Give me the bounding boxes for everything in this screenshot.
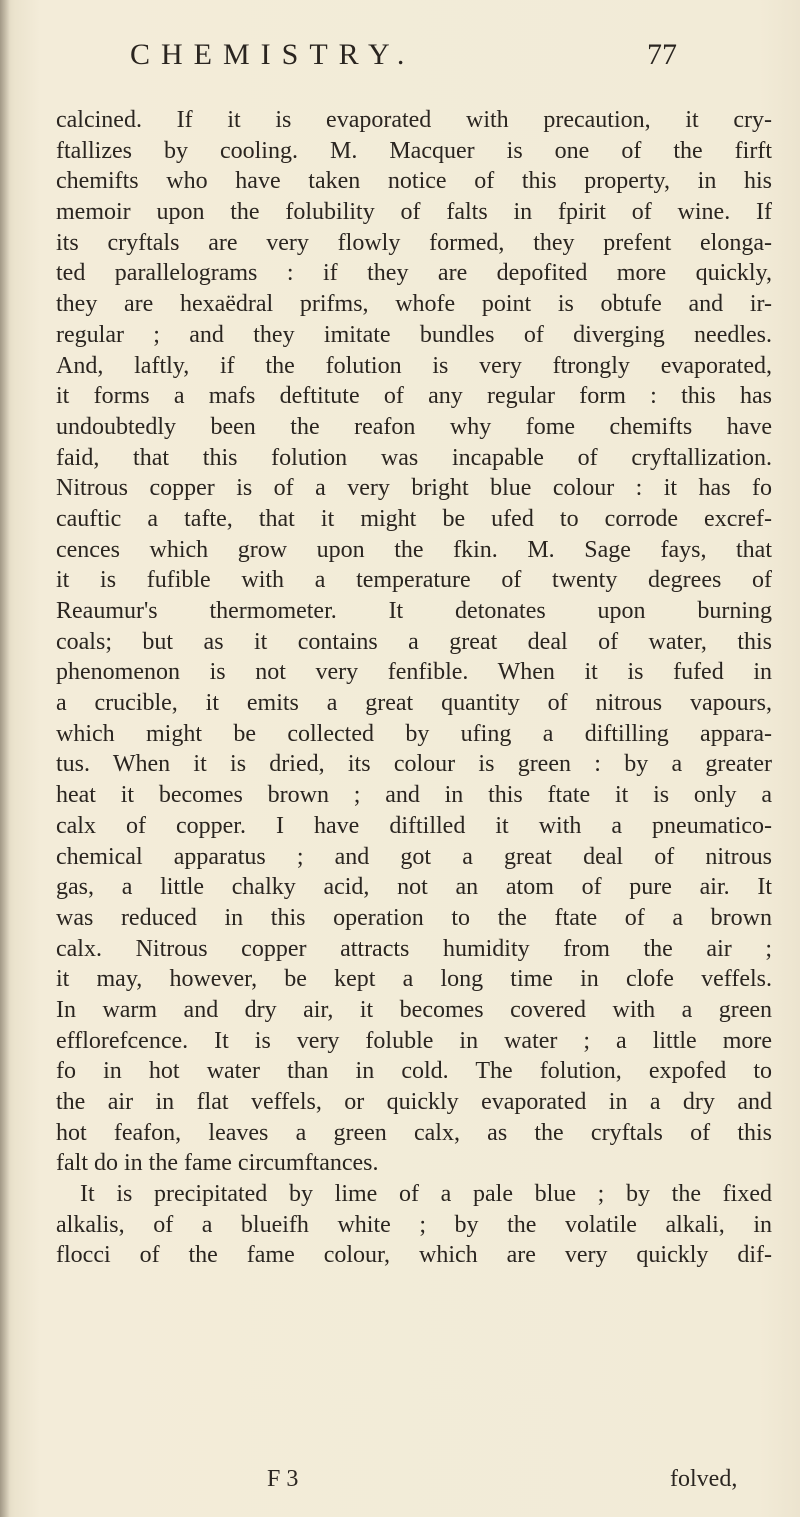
text-line: the air in flat veffels, or quickly evaporated in a dry and xyxy=(56,1089,772,1115)
text-line: was reduced in this operation to the ftate of a brown xyxy=(56,904,772,931)
text-line: Reaumur's thermometer. It detonates upon burning xyxy=(56,598,772,624)
text-line: tus. When it is dried, its colour is green : by a greater xyxy=(56,751,772,778)
text-line: chemifts who have taken notice of this property, in his xyxy=(56,168,772,195)
text-line: hot feafon, leaves a green calx, as the cryftals of this xyxy=(56,1119,772,1146)
text-line: calx. Nitrous copper attracts humidity from the air ; xyxy=(56,935,772,962)
text-line: phenomenon is not very fenfible. When it is fufed in xyxy=(56,659,772,686)
text-line: calx of copper. I have diftilled it with a pneumatico- xyxy=(56,812,772,839)
text-line: cauftic a tafte, that it might be ufed to corrode excref- xyxy=(56,505,772,532)
body-text xyxy=(56,105,772,1271)
paragraph-end-line: falt do in the fame circumftances. xyxy=(56,1150,379,1177)
text-line: they are hexaëdral prifms, whofe point is obtufe and ir- xyxy=(56,291,772,318)
text-line: memoir upon the folubility of falts in fpirit of wine. If xyxy=(56,199,772,226)
text-line: calcined. If it is evaporated with precaution, it cry- xyxy=(56,107,772,133)
text-line: In warm and dry air, it becomes covered with a green xyxy=(56,996,772,1023)
text-line: it forms a mafs deftitute of any regular form : this has xyxy=(56,383,772,410)
text-line: coals; but as it contains a great deal of water, this xyxy=(56,628,772,655)
text-line: undoubtedly been the reafon why fome chemifts have xyxy=(56,413,772,440)
text-line: faid, that this folution was incapable of cryftallization. xyxy=(56,444,772,471)
text-line: a crucible, it emits a great quantity of nitrous vapours, xyxy=(56,690,772,717)
signature-mark: F 3 xyxy=(267,1466,299,1492)
text-line: And, laftly, if the folution is very ftrongly evaporated, xyxy=(56,352,772,379)
text-line: ted parallelograms : if they are depofited more quickly, xyxy=(56,260,772,287)
paragraph-start-line: It is precipitated by lime of a pale blue ; by the fixed xyxy=(80,1181,772,1208)
page-number: 77 xyxy=(647,38,677,71)
text-line: heat it becomes brown ; and in this ftate it is only a xyxy=(56,782,772,809)
text-line: efflorefcence. It is very foluble in water ; a little more xyxy=(56,1027,772,1054)
catchword: folved, xyxy=(670,1466,738,1492)
running-title: CHEMISTRY. xyxy=(130,38,416,71)
text-line: fo in hot water than in cold. The folution, expofed to xyxy=(56,1058,772,1085)
text-line: which might be collected by ufing a diftilling appara- xyxy=(56,720,772,747)
text-line: regular ; and they imitate bundles of diverging needles. xyxy=(56,321,772,348)
running-head xyxy=(0,38,800,78)
page-footer xyxy=(0,1466,800,1498)
text-line: chemical apparatus ; and got a great deal of nitrous xyxy=(56,843,772,870)
text-line: it is fufible with a temperature of twenty degrees of xyxy=(56,567,772,594)
binding-gutter-shadow xyxy=(0,0,10,1517)
text-line: cences which grow upon the fkin. M. Sage fays, that xyxy=(56,536,772,563)
text-line: ftallizes by cooling. M. Macquer is one of the firft xyxy=(56,137,772,164)
text-line: Nitrous copper is of a very bright blue colour : it has fo xyxy=(56,475,772,502)
text-line: it may, however, be kept a long time in clofe veffels. xyxy=(56,966,772,993)
text-line: its cryftals are very flowly formed, they prefent elonga- xyxy=(56,229,772,256)
text-line: flocci of the fame colour, which are very quickly dif- xyxy=(56,1242,772,1269)
text-line: gas, a little chalky acid, not an atom of pure air. It xyxy=(56,874,772,901)
text-line: alkalis, of a blueifh white ; by the volatile alkali, in xyxy=(56,1211,772,1238)
